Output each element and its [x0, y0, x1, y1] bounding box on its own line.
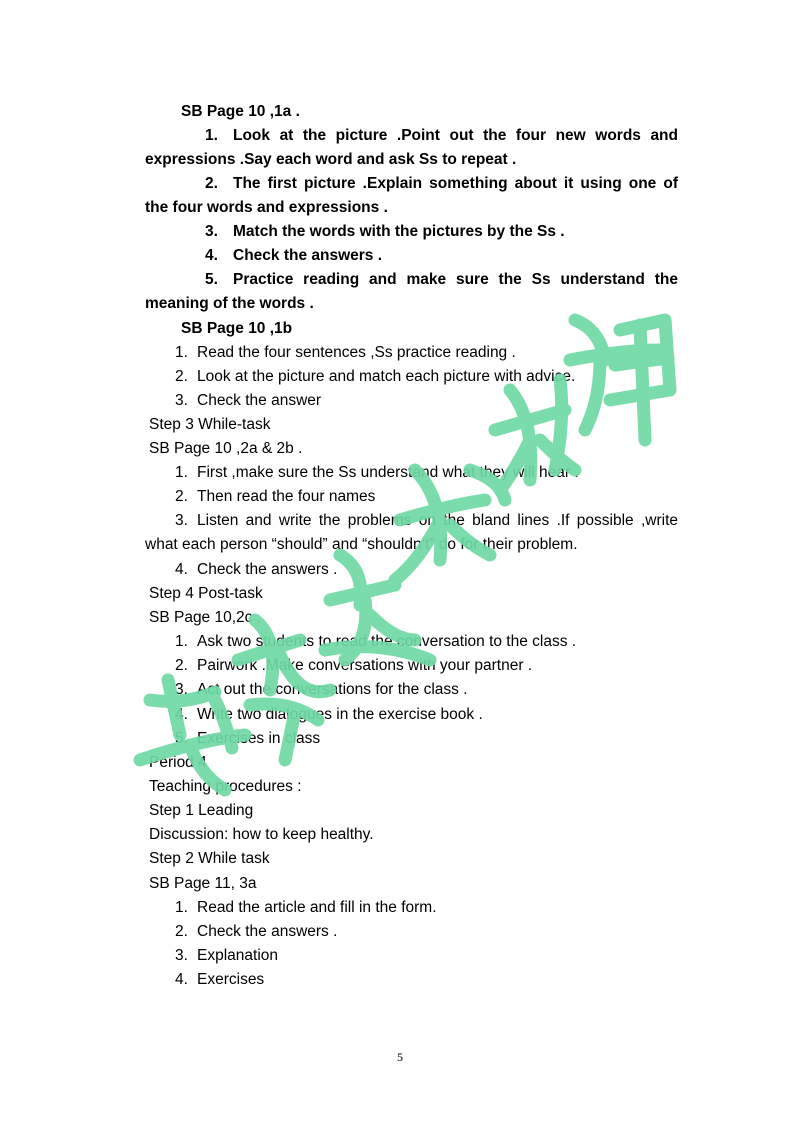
list-item-step4-3: 3. Act out the conversations for the class .: [175, 681, 468, 698]
list-item-period4-4: 4. Exercises: [175, 971, 265, 988]
step3-heading: Step 3 While-task: [149, 416, 271, 433]
list-item-1a-4: 4. Check the answers .: [205, 247, 383, 264]
list-item-period4-3: 3. Explanation: [175, 947, 279, 964]
period4-discussion: Discussion: how to keep healthy.: [149, 826, 374, 843]
list-item-1a-2: 2. The first picture .Explain something about it using one of: [205, 175, 678, 192]
list-item-step3-3-cont: what each person “should” and “shouldn’t” do for their problem.: [145, 536, 578, 553]
list-item-1a-5-cont: meaning of the words .: [145, 295, 314, 312]
list-item-1b-3: 3. Check the answer: [175, 392, 322, 409]
period4-step2: Step 2 While task: [149, 850, 270, 867]
step3-sub: SB Page 10 ,2a & 2b .: [149, 440, 303, 457]
list-item-1a-2-cont: the four words and expressions .: [145, 199, 388, 216]
page-number: 5: [397, 1050, 403, 1064]
list-item-1b-1: 1. Read the four sentences ,Ss practice reading .: [175, 344, 516, 361]
list-item-step3-4: 4. Check the answers .: [175, 561, 338, 578]
list-item-1a-5: 5. Practice reading and make sure the Ss understand the: [205, 271, 678, 288]
list-item-period4-2: 2. Check the answers .: [175, 923, 338, 940]
list-item-period4-1: 1. Read the article and fill in the form.: [175, 899, 437, 916]
list-item-1a-3: 3. Match the words with the pictures by the Ss .: [205, 223, 565, 240]
list-item-1a-1-cont: expressions .Say each word and ask Ss to repeat .: [145, 151, 517, 168]
list-item-1b-2: 2. Look at the picture and match each picture with advice.: [175, 368, 576, 385]
period-title: Period 4: [149, 754, 207, 771]
period4-step1: Step 1 Leading: [149, 802, 254, 819]
list-item-step3-1: 1. First ,make sure the Ss understand what they will hear .: [175, 464, 579, 481]
list-item-step4-2: 2. Pairwork .Make conversations with your partner .: [175, 657, 533, 674]
list-item-1a-1: 1. Look at the picture .Point out the four new words and: [205, 127, 678, 144]
teaching-procedures: Teaching procedures :: [149, 778, 302, 795]
list-item-step3-2: 2. Then read the four names: [175, 488, 376, 505]
list-item-step3-3: 3. Listen and write the problems on the bland lines .If possible ,write: [175, 512, 678, 529]
period4-sub: SB Page 11, 3a: [149, 875, 257, 892]
step4-sub: SB Page 10,2c .: [149, 609, 262, 626]
list-item-step4-4: 4. Write two dialogues in the exercise book .: [175, 706, 483, 723]
step4-heading: Step 4 Post-task: [149, 585, 263, 602]
section-heading-1a: SB Page 10 ,1a .: [181, 103, 300, 120]
section-heading-1b: SB Page 10 ,1b: [181, 320, 293, 337]
list-item-step4-1: 1. Ask two students to read the conversation to the class .: [175, 633, 577, 650]
list-item-step4-5: 5. Exercises in class: [175, 730, 321, 747]
